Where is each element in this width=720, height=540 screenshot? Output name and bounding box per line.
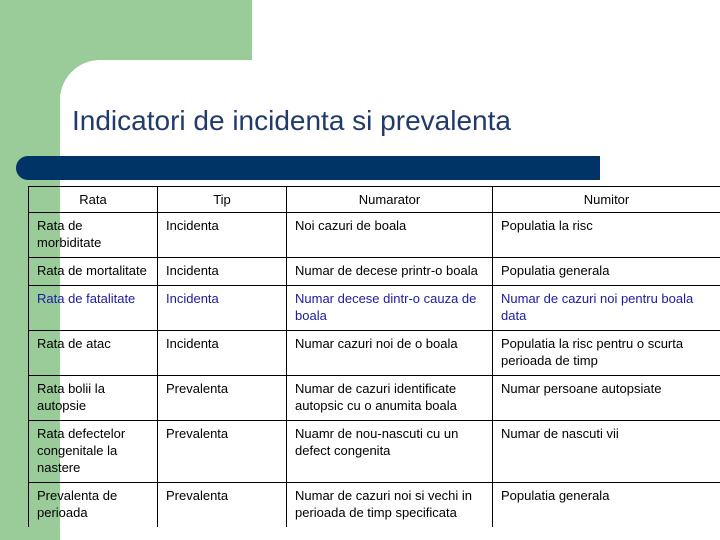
cell-rata: Rata bolii la autopsie — [29, 376, 158, 421]
header-tip: Tip — [158, 187, 287, 213]
table-row — [29, 376, 720, 421]
header-numarator: Numarator — [287, 187, 493, 213]
cell-numitor: Numar persoane autopsiate — [493, 376, 720, 421]
cell-numitor: Numar de cazuri noi pentru boala data — [493, 286, 720, 331]
cell-numitor: Numar de nascuti vii — [493, 421, 720, 483]
cell-tip: Incidenta — [158, 213, 287, 258]
table-row — [29, 213, 720, 258]
cell-rata: Rata de atac — [29, 331, 158, 376]
cell-rata: Rata de morbiditate — [29, 213, 158, 258]
cell-tip: Prevalenta — [158, 483, 287, 528]
cell-rata: Rata de fatalitate — [29, 286, 158, 331]
cell-numarator: Numar cazuri noi de o boala — [287, 331, 493, 376]
cell-rata: Rata de mortalitate — [29, 258, 158, 286]
cell-tip: Incidenta — [158, 258, 287, 286]
cell-numarator: Numar de cazuri identificate autopsic cu o anumita boala — [287, 376, 493, 421]
header-rata: Rata — [29, 187, 158, 213]
slide-title: Indicatori de incidenta si prevalenta — [72, 105, 511, 136]
cell-numitor: Populatia generala — [493, 483, 720, 528]
cell-numitor: Populatia la risc — [493, 213, 720, 258]
table-header-row — [29, 187, 720, 213]
cell-rata: Rata defectelor congenitale la nastere — [29, 421, 158, 483]
cell-numarator: Nuamr de nou-nascuti cu un defect congenita — [287, 421, 493, 483]
cell-numitor: Populatia la risc pentru o scurta perioada de timp — [493, 331, 720, 376]
cell-tip: Incidenta — [158, 286, 287, 331]
table-row — [29, 483, 720, 528]
indicators-table — [28, 186, 720, 527]
cell-numarator: Numar decese dintr-o cauza de boala — [287, 286, 493, 331]
table-row — [29, 258, 720, 286]
cell-numarator: Numar de cazuri noi si vechi in perioada de timp specificata — [287, 483, 493, 528]
cell-tip: Prevalenta — [158, 376, 287, 421]
table-row — [29, 331, 720, 376]
table-row — [29, 421, 720, 483]
table-row — [29, 286, 720, 331]
cell-rata: Prevalenta de perioada — [29, 483, 158, 528]
cell-tip: Prevalenta — [158, 421, 287, 483]
cell-numitor: Populatia generala — [493, 258, 720, 286]
title-underline-bar — [16, 156, 600, 180]
header-numitor: Numitor — [493, 187, 720, 213]
cell-numarator: Noi cazuri de boala — [287, 213, 493, 258]
cell-tip: Incidenta — [158, 331, 287, 376]
cell-numarator: Numar de decese printr-o boala — [287, 258, 493, 286]
